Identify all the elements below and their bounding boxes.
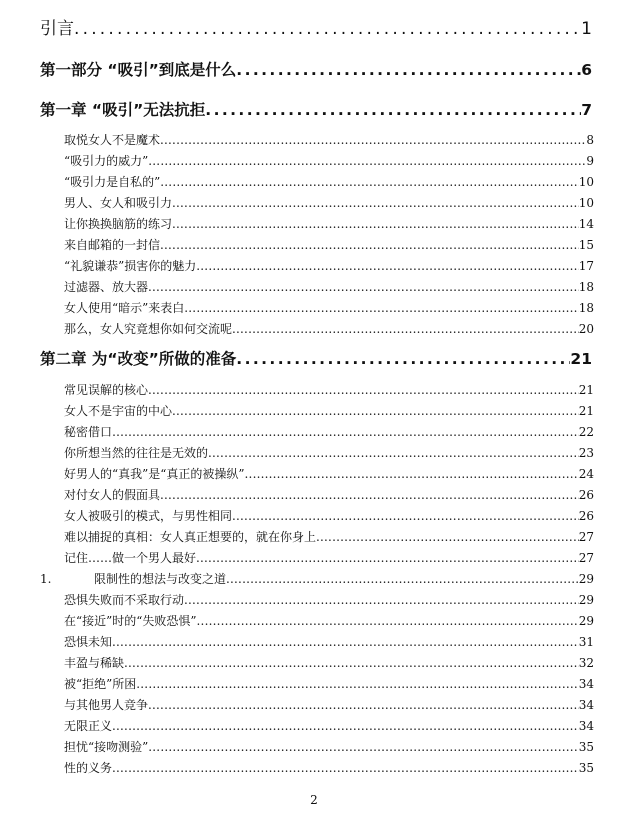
toc-entry-page: 1 <box>581 19 592 39</box>
toc-subentry-title: 你所想当然的往往是无效的 <box>64 446 209 460</box>
toc-subentry[interactable] <box>64 381 594 398</box>
dot-leader <box>136 425 579 439</box>
toc-subentry-page: 22 <box>578 425 594 439</box>
toc-subentry-title: 女人使用“暗示”来表白 <box>64 301 185 315</box>
toc-entry-page: 7 <box>581 101 592 119</box>
toc-subentry-page: 29 <box>578 614 594 628</box>
toc-subentry[interactable] <box>64 423 594 440</box>
toc-subentry-page: 17 <box>578 259 594 273</box>
dot-leader <box>148 740 578 754</box>
toc-subentry-page: 27 <box>578 530 594 544</box>
toc-entry-page: 21 <box>570 350 592 368</box>
dot-leader <box>172 196 579 210</box>
dot-leader <box>136 677 578 691</box>
dot-leader <box>160 238 579 252</box>
toc-subentry-title: 记住……做一个男人最好 <box>64 551 197 565</box>
dot-leader <box>236 61 581 79</box>
toc-subentry-page: 18 <box>578 280 594 294</box>
toc-subentry-page: 10 <box>578 175 594 189</box>
toc-subentry-page: 35 <box>578 761 594 775</box>
dot-leader <box>236 350 570 368</box>
toc-subentry-title: 过滤器、放大器 <box>64 280 149 294</box>
toc-subentry-page: 29 <box>578 572 594 586</box>
toc-subentry-title: 性的义务 <box>64 761 113 775</box>
toc-subentry-title: 无限正义 <box>64 719 113 733</box>
toc-subentry[interactable] <box>64 320 594 337</box>
toc-subentry-title: 恐惧失败而不采取行动 <box>64 593 185 607</box>
toc-subentry-page: 29 <box>578 593 594 607</box>
dot-leader <box>184 593 579 607</box>
dot-leader <box>172 217 579 231</box>
toc-subentry-page: 21 <box>578 383 594 397</box>
toc-subentry-page: 21 <box>578 404 594 418</box>
toc-subentry[interactable] <box>64 194 594 211</box>
toc-subentry[interactable] <box>64 402 594 419</box>
toc-subentry-page: 10 <box>578 196 594 210</box>
toc-subentry[interactable] <box>64 696 594 713</box>
dot-leader <box>148 280 579 294</box>
toc-subentry-title: 被“拒绝”所困 <box>64 677 137 691</box>
toc-subentry-page: 26 <box>578 509 594 523</box>
toc-entry-chapter1[interactable] <box>40 98 592 120</box>
toc-subentry-page: 15 <box>578 238 594 252</box>
toc-subentry[interactable] <box>64 173 594 190</box>
toc-subentry[interactable] <box>64 633 594 650</box>
toc-subentry[interactable] <box>64 759 594 776</box>
dot-leader <box>208 446 579 460</box>
toc-subentry[interactable] <box>64 675 594 692</box>
toc-subentry[interactable] <box>64 591 594 608</box>
toc-subentry-title: 对付女人的假面具 <box>64 488 161 502</box>
toc-subentry[interactable] <box>64 278 594 295</box>
dot-leader <box>74 19 581 39</box>
dot-leader <box>160 175 578 189</box>
dot-leader <box>112 719 579 733</box>
toc-subentry-title: 恐惧未知 <box>64 635 113 649</box>
toc-subentry-page: 14 <box>578 217 594 231</box>
toc-entry-title: 第一章 “吸引”无法抗拒 <box>40 101 206 119</box>
dot-leader <box>148 383 579 397</box>
dot-leader <box>124 656 579 670</box>
toc-subentry-title: 难以捕捉的真相：女人真正想要的，就在你身上 <box>64 530 317 544</box>
toc-subentry-page: 26 <box>578 488 594 502</box>
toc-subentry-title: 丰盈与稀缺 <box>64 656 125 670</box>
dot-leader <box>148 154 586 168</box>
toc-subentry-page: 27 <box>578 551 594 565</box>
toc-subentry-page: 34 <box>578 719 594 733</box>
toc-entry-part1[interactable] <box>40 58 592 80</box>
toc-entry-chapter2[interactable] <box>40 347 592 369</box>
toc-subentry[interactable] <box>64 444 594 461</box>
toc-subentry[interactable] <box>64 257 594 274</box>
toc-subentry-title: 取悦女人不是魔术 <box>64 133 161 147</box>
toc-subentry[interactable] <box>64 236 594 253</box>
toc-subentry-title: “吸引力的威力” <box>64 154 149 168</box>
toc-entry-title: 引言 <box>40 19 74 39</box>
toc-subentry-title: 秘密借口…… <box>64 425 137 439</box>
toc-subentry-title: 与其他男人竞争 <box>64 698 149 712</box>
dot-leader <box>160 133 586 147</box>
toc-entry-intro[interactable] <box>40 14 592 39</box>
dot-leader <box>148 698 579 712</box>
toc-subentry-title: “吸引力是自私的” <box>64 175 161 189</box>
toc-subentry[interactable] <box>64 654 594 671</box>
toc-subentry[interactable] <box>64 465 594 482</box>
dot-leader <box>160 488 579 502</box>
toc-subentry-numbered[interactable] <box>40 570 594 587</box>
toc-subentry[interactable] <box>64 612 594 629</box>
toc-subentry-page: 24 <box>578 467 594 481</box>
dot-leader <box>184 301 578 315</box>
toc-entry-title: 第二章 为“改变”所做的准备 <box>40 350 237 368</box>
dot-leader <box>245 467 579 481</box>
toc-subentry-title: 来自邮箱的一封信 <box>64 238 161 252</box>
toc-subentry-page: 20 <box>578 322 594 336</box>
toc-subentry-title: “礼貌谦恭”损害你的魅力 <box>64 259 197 273</box>
toc-subentry-title: 那么，女人究竟想你如何交流呢 <box>64 322 233 336</box>
toc-subentry-page: 18 <box>578 301 594 315</box>
toc-subentry-title: 担忧“接吻测验” <box>64 740 149 754</box>
toc-subentry-page: 9 <box>586 154 594 168</box>
toc-subentry[interactable] <box>64 215 594 232</box>
toc-subentry-title: 在“接近”时的“失败恐惧” <box>64 614 197 628</box>
toc-subentry[interactable] <box>64 152 594 169</box>
dot-leader <box>196 259 578 273</box>
dot-leader <box>112 761 579 775</box>
dot-leader <box>197 614 579 628</box>
toc-subentry[interactable] <box>64 131 594 148</box>
toc-entry-title: 第一部分 “吸引”到底是什么 <box>40 61 237 79</box>
dot-leader <box>232 509 579 523</box>
dot-leader <box>196 551 579 565</box>
toc-subentry-page: 35 <box>578 740 594 754</box>
page-number: 2 <box>310 793 318 807</box>
toc-subentry[interactable] <box>64 486 594 503</box>
dot-leader <box>205 101 581 119</box>
toc-subentry[interactable] <box>64 528 594 545</box>
toc-subentry-page: 8 <box>586 133 594 147</box>
list-number: 1. <box>40 572 52 586</box>
dot-leader <box>112 635 579 649</box>
toc-subentry-page: 32 <box>578 656 594 670</box>
toc-subentry[interactable] <box>64 738 594 755</box>
toc-entry-page: 6 <box>581 61 592 79</box>
toc-subentry[interactable] <box>64 717 594 734</box>
toc-subentry-page: 31 <box>578 635 594 649</box>
toc-subentry[interactable] <box>64 507 594 524</box>
toc-subentry-title: 限制性的想法与改变之道 <box>94 572 227 586</box>
toc-subentry[interactable] <box>64 549 594 566</box>
toc-subentry-page: 23 <box>578 446 594 460</box>
toc-subentry-page: 34 <box>578 698 594 712</box>
toc-subentry-title: 让你换换脑筋的练习 <box>64 217 173 231</box>
toc-subentry-title: 女人被吸引的模式，与男性相同 <box>64 509 233 523</box>
toc-subentry-page: 34 <box>578 677 594 691</box>
dot-leader <box>226 572 579 586</box>
dot-leader <box>172 404 579 418</box>
toc-subentry[interactable] <box>64 299 594 316</box>
dot-leader <box>316 530 579 544</box>
toc-subentry-title: 好男人的“真我”是“真正的被操纵” <box>64 467 245 481</box>
toc-subentry-title: 男人、女人和吸引力 <box>64 196 173 210</box>
toc-subentry-title: 女人不是宇宙的中心 <box>64 404 173 418</box>
dot-leader <box>232 322 579 336</box>
toc-subentry-title: 常见误解的核心 <box>64 383 149 397</box>
